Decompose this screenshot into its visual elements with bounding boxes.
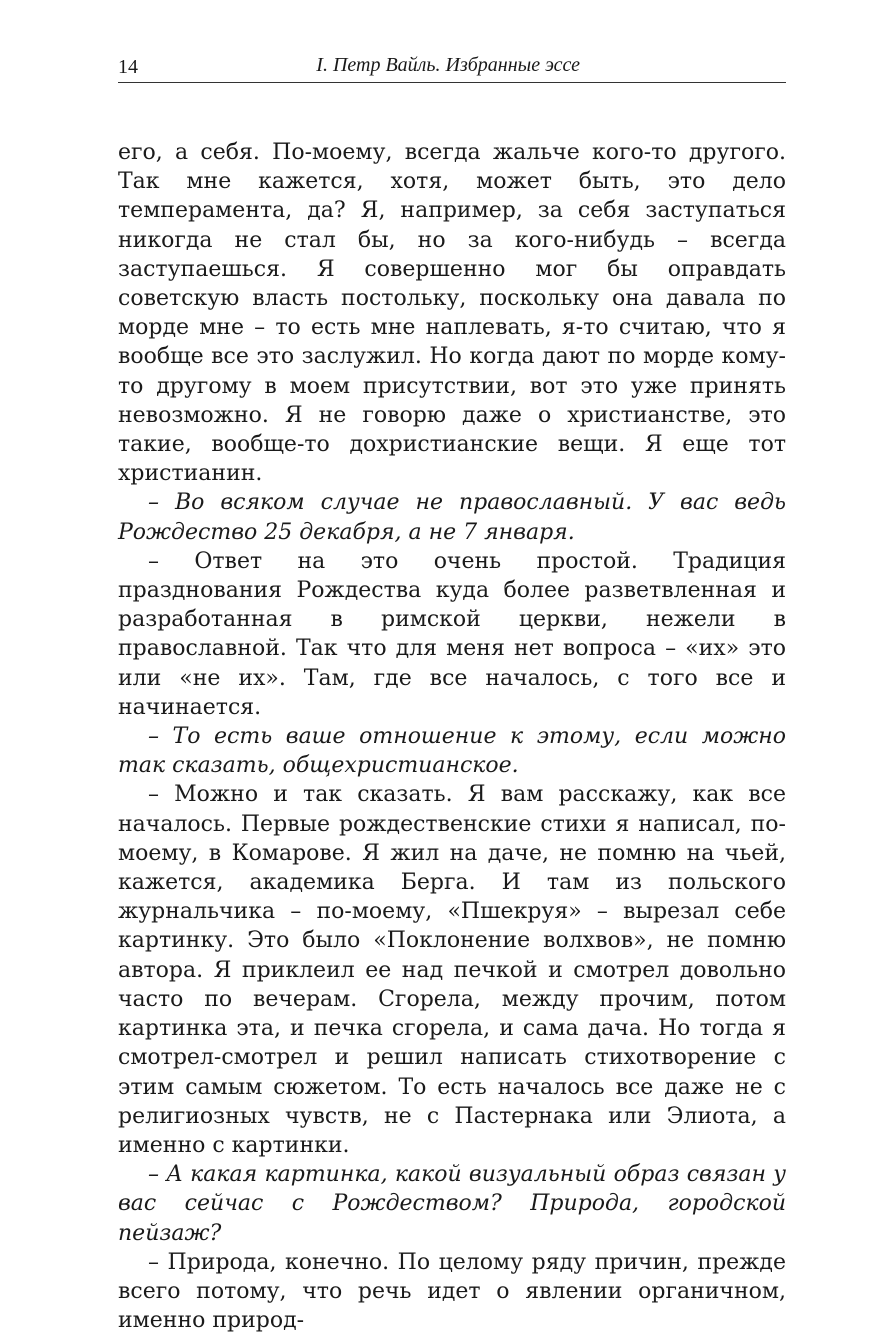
page-number: 14 (118, 56, 138, 78)
interviewer-question: – Во всяком случае не православный. У вас ведь Рождество 25 декабря, а не 7 января. (118, 490, 786, 545)
page-body (118, 83, 786, 1335)
running-title: I. Петр Вайль. Избранные эссе (316, 54, 580, 76)
paragraph-continuation: его, а себя. По-моему, всегда жальче кого-то другого. Так мне кажется, хотя, может быть, это дело темперамента, да? Я, например, за себя заступаться никогда не стал бы, но за кого-нибудь – всегда заступаешься. Я совершенно мог бы оправдать советскую власть постольку, поскольку она давала по морде мне – то есть мне наплевать, я-то считаю, что я вообще все это заслужил. Но когда дают по морде кому-то другому в моем присутствии, вот это уже принять невозможно. Я не говорю даже о христианстве, это такие, вообще-то дохристианские вещи. Я еще тот христианин. (118, 140, 786, 487)
book-page (118, 52, 786, 1335)
running-head (118, 52, 786, 83)
interviewee-answer: – Природа, конечно. По целому ряду причин, прежде всего потому, что речь идет о явлении органичном, именно природ- (118, 1249, 786, 1334)
interviewee-answer: – Ответ на это очень простой. Традиция празднования Рождества куда более разветвленная и разработанная в римской церкви, нежели в православной. Так что для меня нет вопроса – «их» это или «не их». Там, где все началось, с того все и начинается. (118, 548, 786, 720)
interviewer-question: – То есть ваше отношение к этому, если можно так сказать, общехристианское. (118, 724, 786, 779)
interviewee-answer: – Можно и так сказать. Я вам расскажу, как все началось. Первые рождественские стихи я написал, по-моему, в Комарове. Я жил на даче, не помню на чьей, кажется, академика Берга. И там из польского журнальчика – по-моему, «Пшекруя» – вырезал себе картинку. Это было «Поклонение волхвов», не помню автора. Я приклеил ее над печкой и смотрел довольно часто по вечерам. Сгорела, между прочим, потом картинка эта, и печка сгорела, и сама дача. Но тогда я смотрел-смотрел и решил написать стихотворение с этим самым сюжетом. То есть началось все даже не с религиозных чувств, не с Пастернака или Элиота, а именно с картинки. (118, 782, 786, 1158)
interviewer-question: – А какая картинка, какой визуальный образ связан у вас сейчас с Рождеством? Природа, городской пейзаж? (118, 1162, 786, 1246)
